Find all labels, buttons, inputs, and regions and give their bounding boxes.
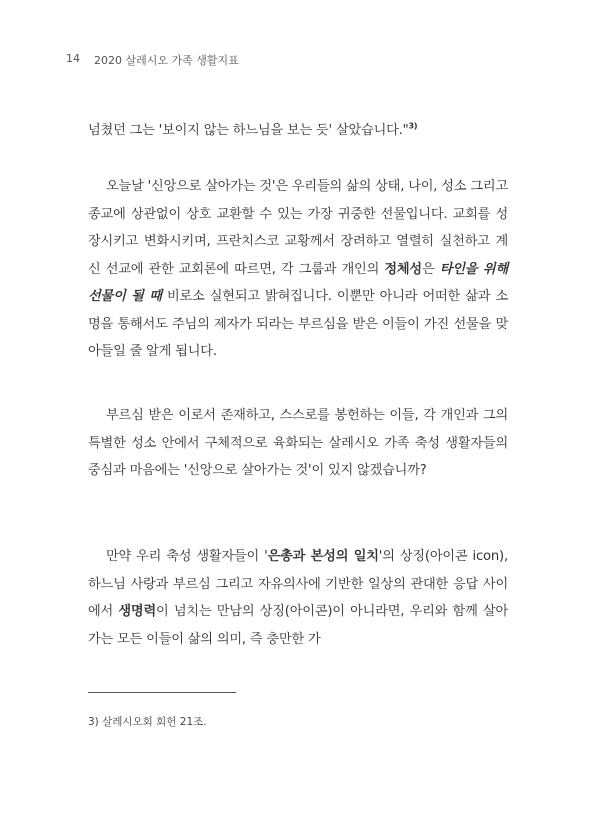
- footnote-divider: [88, 692, 236, 693]
- paragraph-2-emphasis: 타인을 위해 선물이 될 때: [88, 261, 508, 304]
- paragraph-3: [88, 402, 508, 485]
- paragraph-2: [88, 173, 508, 366]
- paragraph-4-part-a: 만약 우리 축성 생활자들이 ': [106, 549, 268, 564]
- paragraph-2-part-e: 비로소 실현되고 밝혀집니다. 이뿐만 아니라 어떠한 삶과 소명을 통해서도 주님의 제자가 되라는 부르심을 받은 이들이 가진 선물을 맞아들일 줄 알게 됩니다.: [88, 289, 508, 359]
- paragraph-4-grace: 은총과 본성의 일치: [267, 549, 379, 564]
- paragraph-2-identity: 정체성: [384, 261, 422, 277]
- paragraph-4-part-e: 이 넘치는 만남의 상징(아이콘)이 아니라면, 우리와 함께 살아가는 모든 이들이 삶의 의미, 즉 충만한 가: [88, 604, 508, 647]
- running-title: 2020 살레시오 가족 생활지표: [94, 54, 239, 67]
- footnote-ref: 3): [408, 121, 418, 131]
- paragraph-1: [88, 117, 508, 145]
- page-header: [66, 52, 239, 68]
- page-number: 14: [66, 52, 80, 65]
- paragraph-4-part-c: '의 상징(아이콘 icon), 하느님 사랑과 부르심 그리고 자유의사에 기반한 일상의 관대한 응답 사이에서: [88, 549, 508, 619]
- paragraph-3-text: 부르심 받은 이로서 존재하고, 스스로를 봉헌하는 이들, 각 개인과 그의 특별한 성소 안에서 구체적으로 육화되는 살레시오 가족 축성 생활자들의 중심과 마음에는 '신앙으로 살아가는 것'이 있지 않겠습니까?: [88, 408, 508, 478]
- paragraph-1-text: 넘쳤던 그는 '보이지 않는 하느님을 보는 듯' 살았습니다.": [88, 123, 409, 138]
- footnote: 3) 살레시오회 회헌 21조.: [88, 716, 207, 728]
- paragraph-4-vitality: 생명력: [118, 604, 157, 619]
- paragraph-2-part-a: 오늘날 '신앙으로 살아가는 것'은 우리들의 삶의 상태, 나이, 성소 그리고 종교에 상관없이 상호 교환할 수 있는 가장 귀중한 선물입니다. 교회를 성장시키고 변화시키며, 프란치스코 교황께서 장려하고 열렬히 실천하고 계신 선교에 관한 교회론에 따르면, 각 그룹과 개인의: [88, 179, 508, 277]
- paragraph-2-part-c: 은: [421, 261, 440, 277]
- paragraph-4: [88, 543, 508, 653]
